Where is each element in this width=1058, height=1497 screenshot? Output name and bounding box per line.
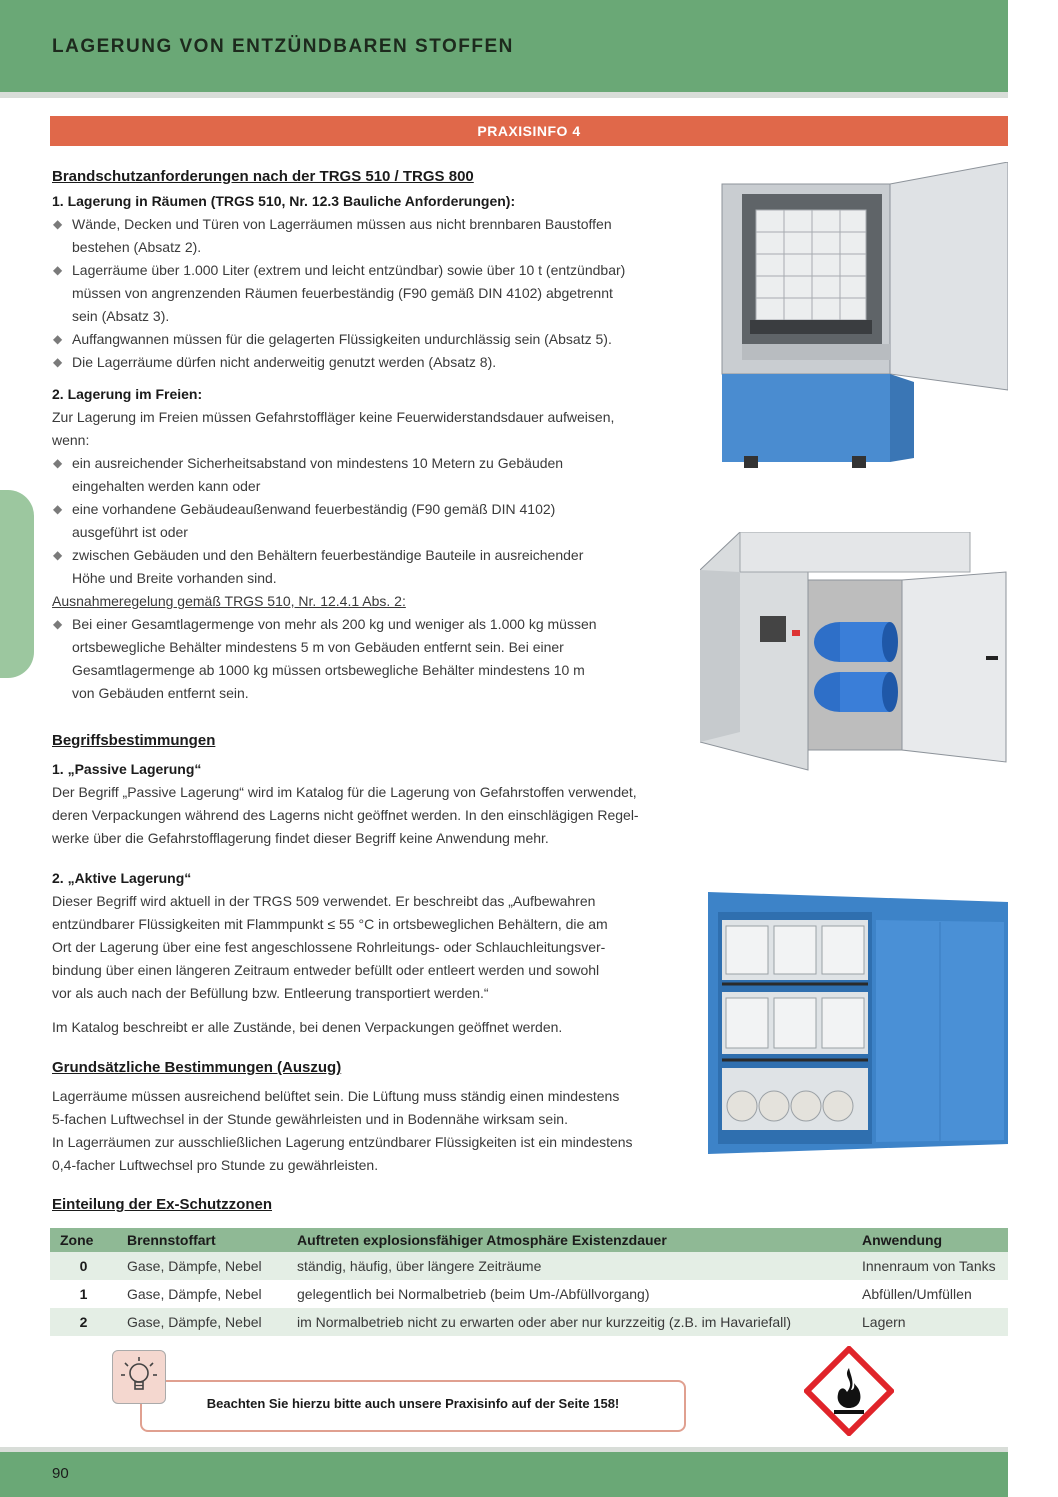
list-item-line: Auffangwannen müssen für die gelagerten Flüssigkeiten undurchlässig sein (Absatz 5). — [72, 331, 612, 347]
list-item-line: von Gebäuden entfernt sein. — [72, 685, 249, 701]
section-fire-protection — [52, 165, 682, 705]
subheading-outdoor: 2. Lagerung im Freien: — [52, 386, 203, 402]
section-heading: Begriffsbestimmungen — [52, 732, 216, 749]
paragraph-line: Lagerräume müssen ausreichend belüftet sein. Die Lüftung muss ständig einen mindestens — [52, 1088, 620, 1104]
bullet-diamond-icon: ◆ — [53, 617, 63, 631]
cell-zone: 0 — [50, 1252, 117, 1280]
list-item — [52, 613, 682, 705]
paragraph-line: Ort der Lagerung über eine fest angeschlossene Rohrleitungs- oder Schlauchleitungsver- — [52, 939, 606, 955]
table-row — [50, 1252, 1008, 1280]
list-item — [52, 544, 682, 590]
header-shadow — [0, 92, 1008, 98]
bullet-diamond-icon: ◆ — [53, 548, 63, 562]
list-item-line: Lagerräume über 1.000 Liter (extrem und leicht entzündbar) sowie über 10 t (entzündbar) — [72, 262, 626, 278]
section-basic-rules — [52, 1056, 682, 1177]
bullet-diamond-icon: ◆ — [53, 355, 63, 369]
paragraph-outdoor-intro — [52, 406, 682, 452]
subheading-active: 2. „Aktive Lagerung“ — [52, 870, 192, 886]
page-number: 90 — [52, 1465, 69, 1482]
list-item — [52, 452, 682, 498]
bullet-diamond-icon: ◆ — [53, 217, 63, 231]
paragraph-line: werke über die Gefahrstofflagerung findet dieser Begriff keine Anwendung mehr. — [52, 830, 549, 846]
list-item-line: ausgeführt ist oder — [72, 524, 188, 540]
flammable-hazard-icon — [804, 1346, 894, 1436]
list-item — [52, 259, 682, 328]
storage-cabinet-ibc-image — [718, 162, 1008, 480]
section-heading: Grundsätzliche Bestimmungen (Auszug) — [52, 1059, 342, 1076]
bullet-diamond-icon: ◆ — [53, 263, 63, 277]
cell-zone: 2 — [50, 1308, 117, 1336]
container-drums-image — [700, 532, 1008, 772]
cell-application: Abfüllen/Umfüllen — [852, 1280, 1008, 1308]
list-item-line: Bei einer Gesamtlagermenge von mehr als 200 kg und weniger als 1.000 kg müssen — [72, 616, 597, 632]
cell-zone: 1 — [50, 1280, 117, 1308]
table-row — [50, 1280, 1008, 1308]
list-item — [52, 498, 682, 544]
section-ex-zones — [52, 1193, 682, 1216]
column-header: Zone — [50, 1228, 117, 1252]
section-heading: Brandschutzanforderungen nach der TRGS 510 / TRGS 800 — [52, 168, 474, 185]
list-item-line: ortsbewegliche Behälter mindestens 5 m von Gebäuden entfernt sein. Bei einer — [72, 639, 564, 655]
column-header: Auftreten explosionsfähiger Atmosphäre Existenzdauer — [287, 1228, 852, 1252]
cell-occurrence: gelegentlich bei Normalbetrieb (beim Um-/Abfüllvorgang) — [287, 1280, 852, 1308]
paragraph-ventilation — [52, 1085, 682, 1177]
bullet-list-indoor — [52, 213, 682, 374]
bullet-diamond-icon: ◆ — [53, 502, 63, 516]
side-tab — [0, 490, 34, 678]
list-item-line: bestehen (Absatz 2). — [72, 239, 202, 255]
cell-fuel: Gase, Dämpfe, Nebel — [117, 1280, 287, 1308]
paragraph-line: deren Verpackungen während des Lagerns nicht geöffnet werden. In den einschlägigen Regel- — [52, 807, 639, 823]
table-row — [50, 1308, 1008, 1336]
page-footer — [0, 1452, 1008, 1497]
bullet-list-exception — [52, 613, 682, 705]
bullet-diamond-icon: ◆ — [53, 332, 63, 346]
cell-occurrence: ständig, häufig, über längere Zeiträume — [287, 1252, 852, 1280]
list-item-line: eingehalten werden kann oder — [72, 478, 261, 494]
ex-zones-table — [50, 1228, 1008, 1336]
subheading-passive: 1. „Passive Lagerung“ — [52, 761, 202, 777]
paragraph-line: 5-fachen Luftwechsel in der Stunde gewährleisten und in Bodennähe wirksam sein. — [52, 1111, 568, 1127]
list-item-line: zwischen Gebäuden und den Behältern feuerbeständige Bauteile in ausreichender — [72, 547, 584, 563]
list-item-line: Die Lagerräume dürfen nicht anderweitig genutzt werden (Absatz 8). — [72, 354, 497, 370]
paragraph-passive — [52, 781, 682, 850]
list-item — [52, 351, 682, 374]
paragraph-active — [52, 890, 682, 1005]
praxisinfo-banner: PRAXISINFO 4 — [50, 116, 1008, 146]
list-item-line: Wände, Decken und Türen von Lagerräumen müssen aus nicht brennbaren Baustoffen — [72, 216, 612, 232]
paragraph-line: Dieser Begriff wird aktuell in der TRGS 509 verwendet. Er beschreibt das „Aufbewahren — [52, 893, 596, 909]
paragraph-line: bindung über einen längeren Zeitraum entweder befüllt oder entleert werden und sowohl — [52, 962, 600, 978]
list-item-line: Gesamtlagermenge ab 1000 kg müssen ortsbewegliche Behälter mindestens 10 m — [72, 662, 585, 678]
note-text: Beachten Sie hierzu bitte auch unsere Praxisinfo auf der Seite 158! — [206, 1396, 620, 1411]
cell-fuel: Gase, Dämpfe, Nebel — [117, 1252, 287, 1280]
list-item-line: ein ausreichender Sicherheitsabstand von mindestens 10 Metern zu Gebäuden — [72, 455, 564, 471]
section-definitions — [52, 729, 682, 1039]
table-header-row — [50, 1228, 1008, 1252]
cell-application: Lagern — [852, 1308, 1008, 1336]
list-item-line: müssen von angrenzenden Räumen feuerbeständig (F90 gemäß DIN 4102) abgetrennt — [72, 285, 613, 301]
subheading-indoor: 1. Lagerung in Räumen (TRGS 510, Nr. 12.3 Bauliche Anforderungen): — [52, 193, 516, 209]
paragraph-line: Der Begriff „Passive Lagerung“ wird im Katalog für die Lagerung von Gefahrstoffen verwendet, — [52, 784, 637, 800]
cell-fuel: Gase, Dämpfe, Nebel — [117, 1308, 287, 1336]
list-item-line: sein (Absatz 3). — [72, 308, 170, 324]
section-heading: Einteilung der Ex-Schutzzonen — [52, 1196, 273, 1213]
paragraph-line: In Lagerräumen zur ausschließlichen Lagerung entzündbarer Flüssigkeiten ist ein mindestens — [52, 1134, 633, 1150]
paragraph-line: wenn: — [52, 432, 90, 448]
column-header: Anwendung — [852, 1228, 1008, 1252]
paragraph-line: vor als auch nach der Befüllung bzw. Entleerung transportiert werden.“ — [52, 985, 489, 1001]
paragraph-line: Zur Lagerung im Freien müssen Gefahrstoffläger keine Feuerwiderstandsdauer aufweisen, — [52, 409, 615, 425]
list-item — [52, 328, 682, 351]
paragraph-line: entzündbarer Flüssigkeiten mit Flammpunkt ≤ 55 °C in ortsbeweglichen Behältern, die am — [52, 916, 608, 932]
cell-application: Innenraum von Tanks — [852, 1252, 1008, 1280]
list-item-line: eine vorhandene Gebäudeaußenwand feuerbeständig (F90 gemäß DIN 4102) — [72, 501, 556, 517]
info-note — [140, 1380, 686, 1432]
exception-heading: Ausnahmeregelung gemäß TRGS 510, Nr. 12.4.1 Abs. 2: — [52, 593, 406, 609]
shelf-cabinet-image — [708, 892, 1008, 1154]
lightbulb-icon — [112, 1350, 166, 1404]
bullet-list-outdoor — [52, 452, 682, 590]
bullet-diamond-icon: ◆ — [53, 456, 63, 470]
paragraph-line: 0,4-facher Luftwechsel pro Stunde zu gewährleisten. — [52, 1157, 379, 1173]
page-title: LAGERUNG VON ENTZÜNDBAREN STOFFEN — [52, 36, 514, 57]
cell-occurrence: im Normalbetrieb nicht zu erwarten oder aber nur kurzzeitig (z.B. im Havariefall) — [287, 1308, 852, 1336]
list-item — [52, 213, 682, 259]
list-item-line: Höhe und Breite vorhanden sind. — [72, 570, 277, 586]
paragraph-catalog: Im Katalog beschreibt er alle Zustände, bei denen Verpackungen geöffnet werden. — [52, 1019, 563, 1035]
column-header: Brennstoffart — [117, 1228, 287, 1252]
